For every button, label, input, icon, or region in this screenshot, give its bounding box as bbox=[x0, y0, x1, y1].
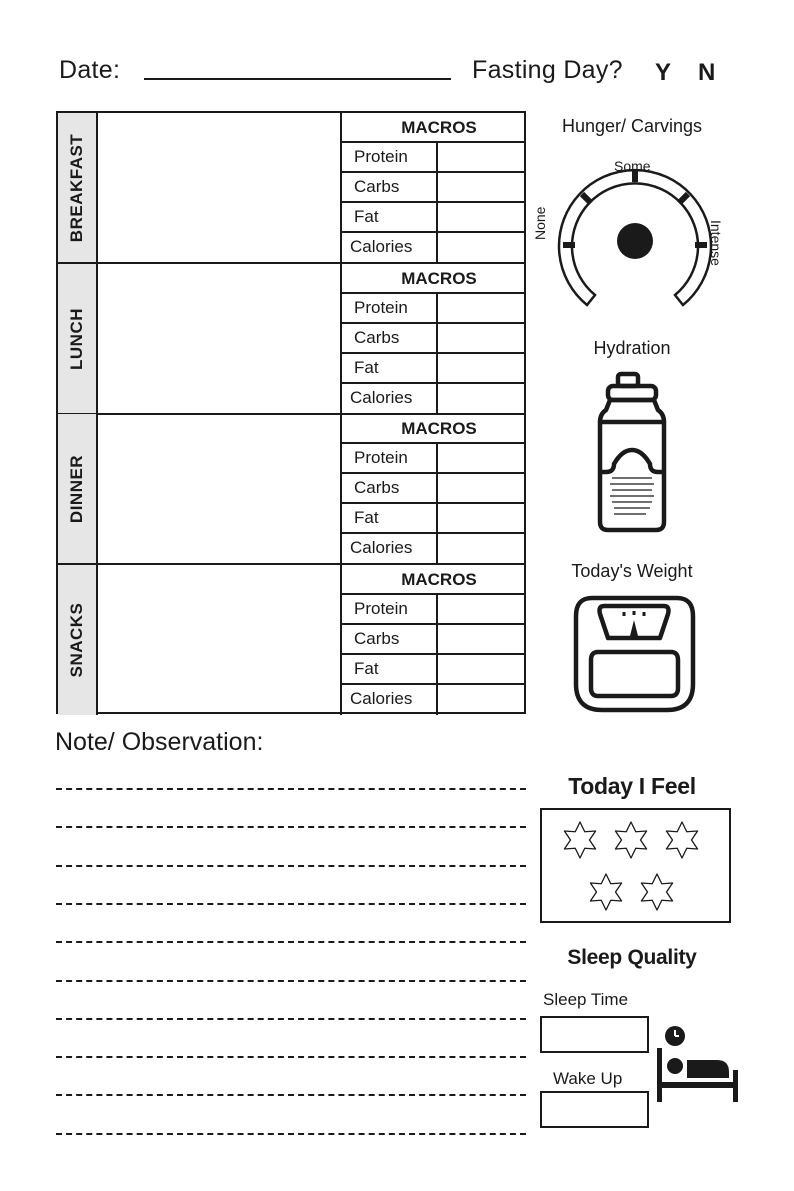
meal-label-cell bbox=[58, 113, 98, 263]
macro-label: Carbs bbox=[342, 173, 438, 201]
note-line[interactable] bbox=[56, 1094, 526, 1096]
macro-row bbox=[342, 534, 524, 564]
fasting-no-option[interactable]: N bbox=[698, 59, 716, 86]
macro-row bbox=[342, 233, 524, 263]
hunger-intense-label: Intense bbox=[708, 220, 724, 266]
meal-section-breakfast bbox=[58, 113, 524, 263]
macro-row bbox=[342, 203, 524, 233]
macro-row bbox=[342, 324, 524, 354]
wake-up-field[interactable] bbox=[540, 1091, 649, 1128]
hunger-title: Hunger/ Carvings bbox=[561, 116, 703, 136]
macro-value-field[interactable] bbox=[438, 233, 524, 263]
macro-row bbox=[342, 504, 524, 534]
macro-value-field[interactable] bbox=[438, 504, 524, 532]
meal-food-entry[interactable] bbox=[98, 264, 342, 414]
sleep-time-field[interactable] bbox=[540, 1016, 649, 1053]
macro-value-field[interactable] bbox=[438, 294, 524, 322]
macro-value-field[interactable] bbox=[438, 173, 524, 201]
macro-label: Fat bbox=[342, 655, 438, 683]
meal-section-snacks bbox=[58, 565, 524, 715]
macro-label: Fat bbox=[342, 203, 438, 231]
meal-log-table bbox=[56, 111, 526, 714]
macro-row bbox=[342, 474, 524, 504]
note-line[interactable] bbox=[56, 1133, 526, 1135]
macros-table bbox=[342, 264, 524, 414]
macro-value-field[interactable] bbox=[438, 534, 524, 564]
meal-food-entry[interactable] bbox=[98, 565, 342, 715]
macro-label: Carbs bbox=[342, 324, 438, 352]
macro-value-field[interactable] bbox=[438, 444, 524, 472]
star-icon[interactable] bbox=[560, 820, 600, 860]
hunger-gauge-icon[interactable] bbox=[535, 155, 735, 315]
note-line[interactable] bbox=[56, 788, 526, 790]
water-bottle-icon[interactable] bbox=[592, 370, 672, 535]
macros-table bbox=[342, 414, 524, 564]
macro-row bbox=[342, 143, 524, 173]
macro-value-field[interactable] bbox=[438, 324, 524, 352]
macro-label: Calories bbox=[342, 233, 438, 263]
macro-row bbox=[342, 173, 524, 203]
macro-value-field[interactable] bbox=[438, 655, 524, 683]
macro-label: Calories bbox=[342, 384, 438, 414]
macro-value-field[interactable] bbox=[438, 143, 524, 171]
macro-row bbox=[342, 294, 524, 324]
macro-label: Carbs bbox=[342, 474, 438, 502]
clock-icon bbox=[663, 1024, 687, 1048]
meal-name: DINNER bbox=[67, 454, 86, 524]
macros-header: MACROS bbox=[342, 264, 524, 294]
macros-header: MACROS bbox=[342, 565, 524, 595]
macro-label: Protein bbox=[342, 143, 438, 171]
hunger-some-label: Some bbox=[614, 158, 651, 174]
meal-name: BREAKFAST bbox=[67, 133, 86, 243]
note-line[interactable] bbox=[56, 941, 526, 943]
macro-row bbox=[342, 685, 524, 715]
meal-label-cell bbox=[58, 565, 98, 715]
meal-food-entry[interactable] bbox=[98, 113, 342, 263]
macro-label: Calories bbox=[342, 534, 438, 564]
star-icon[interactable] bbox=[611, 820, 651, 860]
macro-value-field[interactable] bbox=[438, 685, 524, 715]
macro-label: Fat bbox=[342, 354, 438, 382]
meal-section-dinner bbox=[58, 414, 524, 564]
star-icon[interactable] bbox=[637, 872, 677, 912]
note-line[interactable] bbox=[56, 980, 526, 982]
macro-value-field[interactable] bbox=[438, 595, 524, 623]
macro-row bbox=[342, 625, 524, 655]
meal-label-cell bbox=[58, 264, 98, 414]
star-icon[interactable] bbox=[586, 872, 626, 912]
macros-header: MACROS bbox=[342, 414, 524, 444]
date-label: Date: bbox=[59, 56, 121, 84]
date-field[interactable] bbox=[144, 78, 451, 80]
macro-label: Protein bbox=[342, 294, 438, 322]
macro-label: Protein bbox=[342, 444, 438, 472]
macros-table bbox=[342, 113, 524, 263]
meal-name: LUNCH bbox=[67, 307, 86, 370]
meal-name: SNACKS bbox=[67, 602, 86, 677]
fasting-yes-option[interactable]: Y bbox=[655, 59, 672, 86]
note-line[interactable] bbox=[56, 865, 526, 867]
meal-label-cell bbox=[58, 414, 98, 564]
meal-section-lunch bbox=[58, 264, 524, 414]
sleep-time-label: Sleep Time bbox=[543, 990, 629, 1009]
hydration-title: Hydration bbox=[593, 338, 671, 358]
macro-row bbox=[342, 354, 524, 384]
macro-value-field[interactable] bbox=[438, 203, 524, 231]
macro-label: Protein bbox=[342, 595, 438, 623]
fasting-day-label: Fasting Day? bbox=[472, 56, 623, 84]
notes-label: Note/ Observation: bbox=[55, 728, 264, 756]
macro-row bbox=[342, 595, 524, 625]
scale-icon[interactable] bbox=[572, 592, 697, 714]
macro-value-field[interactable] bbox=[438, 474, 524, 502]
macro-label: Carbs bbox=[342, 625, 438, 653]
macro-value-field[interactable] bbox=[438, 354, 524, 382]
macro-row bbox=[342, 655, 524, 685]
star-icon[interactable] bbox=[662, 820, 702, 860]
wake-up-label: Wake Up bbox=[553, 1069, 623, 1088]
feel-title: Today I Feel bbox=[568, 773, 696, 799]
hunger-none-label: None bbox=[532, 206, 548, 240]
bed-icon bbox=[655, 1048, 739, 1104]
macro-row bbox=[342, 444, 524, 474]
macro-row bbox=[342, 384, 524, 414]
sleep-quality-title: Sleep Quality bbox=[567, 946, 697, 969]
macros-table bbox=[342, 565, 524, 715]
macro-label: Calories bbox=[342, 685, 438, 715]
note-line[interactable] bbox=[56, 1018, 526, 1020]
macro-value-field[interactable] bbox=[438, 384, 524, 414]
weight-title: Today's Weight bbox=[571, 561, 693, 581]
macros-header: MACROS bbox=[342, 113, 524, 143]
note-line[interactable] bbox=[56, 903, 526, 905]
macro-label: Fat bbox=[342, 504, 438, 532]
note-line[interactable] bbox=[56, 826, 526, 828]
note-line[interactable] bbox=[56, 1056, 526, 1058]
macro-value-field[interactable] bbox=[438, 625, 524, 653]
meal-food-entry[interactable] bbox=[98, 414, 342, 564]
